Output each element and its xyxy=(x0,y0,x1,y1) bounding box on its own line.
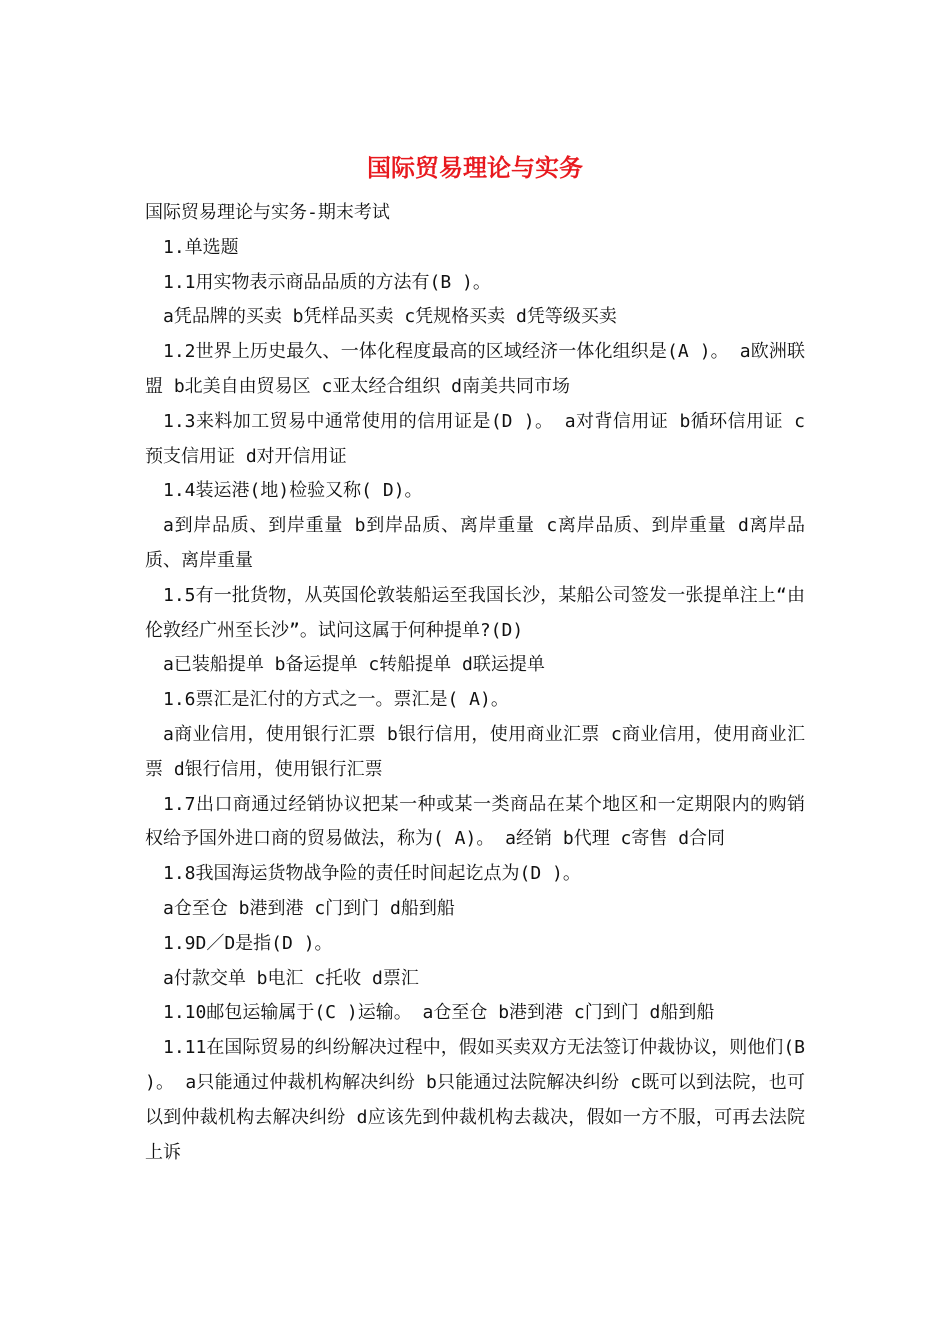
paragraph-question: 1.5有一批货物，从英国伦敦装船运至我国长沙，某船公司签发一张提单注上“由伦敦经广州至长沙”。试问这属于何种提单?(D) xyxy=(145,584,805,641)
paragraph-section-heading: 1.单选题 xyxy=(163,236,239,258)
paragraph-question: 1.11在国际贸易的纠纷解决过程中，假如买卖双方无法签订仲裁协议，则他们(B )。 a只能通过仲裁机构解决纠纷 b只能通过法院解决纠纷 c既可以到法院，也可以到仲裁机构去解决纠纷 d应该先到仲裁机构去裁决，假如一方不服，可再去法院上诉 xyxy=(145,1037,805,1163)
paragraph-options: a凭品牌的买卖 b凭样品买卖 c凭规格买卖 d凭等级买卖 xyxy=(163,306,617,328)
paragraph-question: 1.7出口商通过经销协议把某一种或某一类商品在某个地区和一定期限内的购销权给予国外进口商的贸易做法，称为( A)。 a经销 b代理 c寄售 d合同 xyxy=(145,793,805,850)
paragraph-question: 1.10邮包运输属于(C )运输。 a仓至仓 b港到港 c门到门 d船到船 xyxy=(163,1002,715,1024)
paragraph-options: a到岸品质、到岸重量 b到岸品质、离岸重量 c离岸品质、到岸重量 d离岸品质、离岸重量 xyxy=(145,515,805,571)
paragraph-question: 1.2世界上历史最久、一体化程度最高的区域经济一体化组织是(A )。 a欧洲联盟 b北美自由贸易区 c亚太经合组织 d南美共同市场 xyxy=(145,341,805,397)
paragraph-question: 1.8我国海运货物战争险的责任时间起讫点为(D )。 xyxy=(163,863,581,885)
paragraph-question: 1.9D／D是指(D )。 xyxy=(163,932,333,954)
paragraph-subtitle: 国际贸易理论与实务-期末考试 xyxy=(145,202,390,223)
paragraph-question: 1.4装运港(地)检验又称( D)。 xyxy=(163,480,423,502)
document-body xyxy=(145,196,805,1170)
paragraph-options: a已装船提单 b备运提单 c转船提单 d联运提单 xyxy=(163,654,545,676)
paragraph-options: a仓至仓 b港到港 c门到门 d船到船 xyxy=(163,897,455,919)
paragraph-question: 1.6票汇是汇付的方式之一。票汇是( A)。 xyxy=(163,689,509,711)
paragraph-options: a付款交单 b电汇 c托收 d票汇 xyxy=(163,967,419,989)
paragraph-question: 1.1用实物表示商品品质的方法有(B )。 xyxy=(163,271,491,293)
document-title: 国际贸易理论与实务 xyxy=(367,153,583,182)
paragraph-question: 1.3来料加工贸易中通常使用的信用证是(D )。 a对背信用证 b循环信用证 c预支信用证 d对开信用证 xyxy=(145,410,805,467)
paragraph-options: a商业信用，使用银行汇票 b银行信用，使用商业汇票 c商业信用，使用商业汇票 d银行信用，使用银行汇票 xyxy=(145,723,805,780)
